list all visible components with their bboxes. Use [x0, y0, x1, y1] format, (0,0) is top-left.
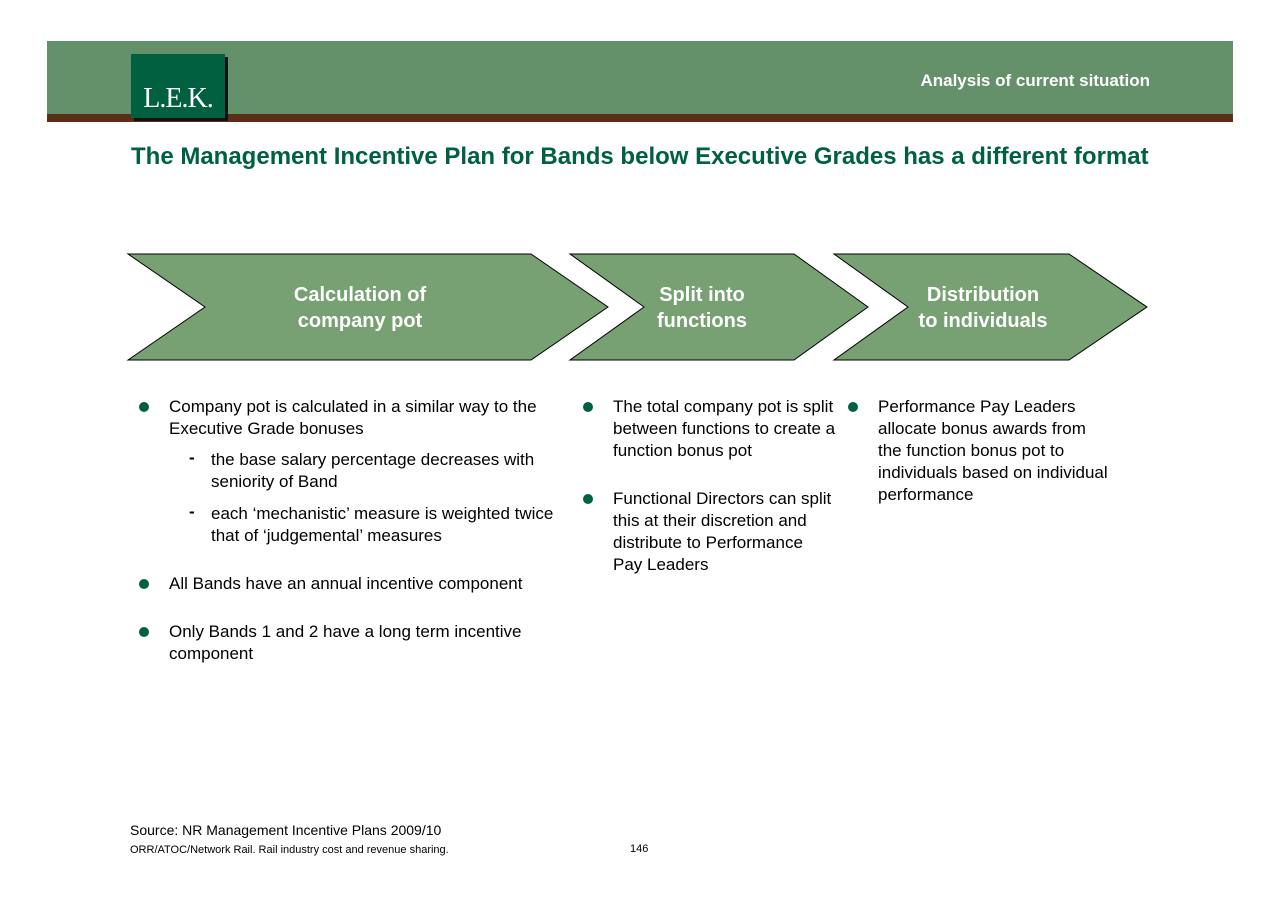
sub-list-item	[169, 449, 555, 493]
list-item	[130, 621, 555, 665]
bullet-text: Company pot is calculated in a similar way to the Executive Grade bonuses	[169, 397, 537, 438]
bullet-dot-icon	[583, 402, 593, 412]
bullet-dot-icon	[139, 579, 149, 589]
chevron-label-1-line1: Calculation of	[293, 284, 427, 306]
list-item	[130, 573, 555, 595]
column-calculation	[130, 396, 555, 691]
document-footer: ORR/ATOC/Network Rail. Rail industry cost and revenue sharing.	[130, 844, 449, 856]
logo-text: L.E.K.	[143, 83, 213, 114]
bullet-text: All Bands have an annual incentive component	[169, 574, 523, 593]
sub-item-text: the base salary percentage decreases with seniority of Band	[211, 450, 535, 491]
list-item	[130, 396, 555, 547]
bullet-dot-icon	[139, 627, 149, 637]
dash-icon: -	[189, 502, 195, 521]
dash-icon: -	[189, 448, 195, 467]
bullet-text: Performance Pay Leaders allocate bonus awards from the function bonus pot to individuals based on individual performance	[878, 397, 1108, 504]
bullet-text: Only Bands 1 and 2 have a long term incentive component	[169, 622, 522, 663]
chevron-label-3	[893, 282, 1073, 334]
chevron-label-1-line2: company pot	[297, 310, 423, 332]
bullet-text: The total company pot is split between functions to create a function bonus pot	[613, 397, 836, 460]
page-number: 146	[630, 843, 649, 855]
source-note: Source: NR Management Incentive Plans 2009/10	[130, 822, 442, 838]
chevron-label-2-line2: functions	[657, 310, 747, 332]
chevron-label-2	[622, 282, 782, 334]
chevron-label-2-line1: Split into	[659, 284, 745, 306]
bullet-dot-icon	[583, 494, 593, 504]
bullet-dot-icon	[139, 402, 149, 412]
bullet-text: Functional Directors can split this at their discretion and distribute to Performance Pay Leaders	[613, 489, 832, 574]
sub-item-text: each ‘mechanistic’ measure is weighted twice that of ‘judgemental’ measures	[211, 504, 554, 545]
chevron-label-3-line1: Distribution	[926, 284, 1040, 306]
sub-list-item	[169, 503, 555, 547]
list-item	[574, 488, 836, 576]
page-title: The Management Incentive Plan for Bands below Executive Grades has a different format	[131, 143, 1149, 170]
section-label: Analysis of current situation	[920, 71, 1150, 90]
bullet-dot-icon	[848, 402, 858, 412]
sub-list	[169, 449, 555, 547]
chevron-label-3-line2: to individuals	[918, 310, 1048, 332]
list-item	[574, 396, 836, 462]
column-split	[574, 396, 836, 602]
chevron-label-1	[240, 282, 480, 334]
column-distribution	[839, 396, 1109, 532]
list-item	[839, 396, 1109, 506]
